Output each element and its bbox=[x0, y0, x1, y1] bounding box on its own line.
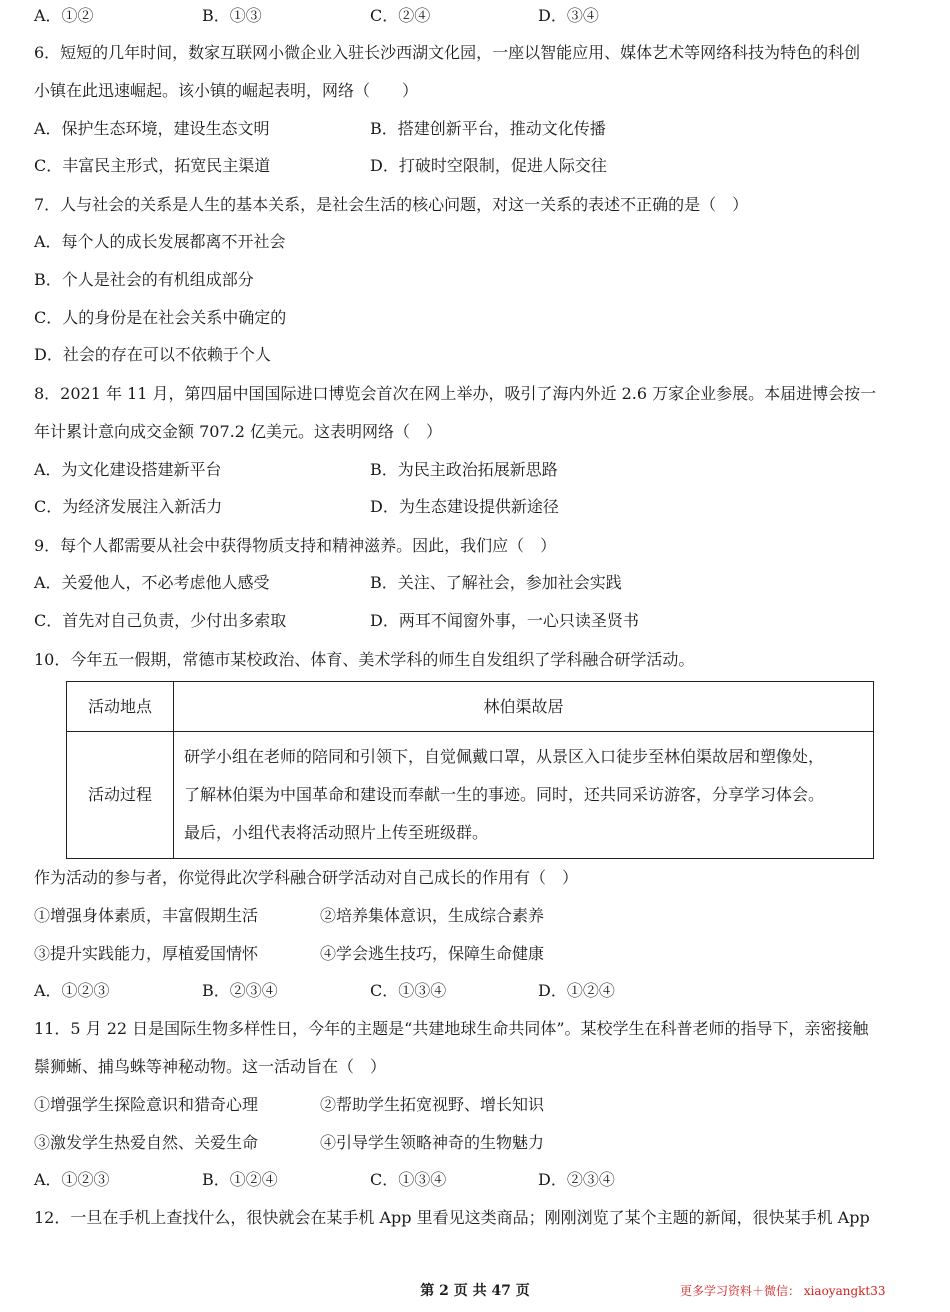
q7-option-c: C．人的身份是在社会关系中确定的 bbox=[34, 308, 287, 327]
q11-statement-2: ②帮助学生拓宽视野、增长知识 bbox=[320, 1095, 545, 1114]
q9-option-a: A．关爱他人，不必考虑他人感受 bbox=[34, 573, 270, 592]
q9-stem: 9．每个人都需要从社会中获得物质支持和精神滋养。因此，我们应（ ） bbox=[34, 536, 557, 555]
q5-option-b: B．①③ bbox=[202, 6, 262, 25]
q8-stem-line2: 年计累计意向成交金额 707.2 亿美元。这表明网络（ ） bbox=[34, 422, 442, 441]
q6-stem-line1: 6．短短的几年时间，数家互联网小微企业入驻长沙西湖文化园，一座以智能应用、媒体艺术等网络科技为特色的科创 bbox=[34, 43, 861, 62]
q7-option-d: D．社会的存在可以不依赖于个人 bbox=[34, 345, 271, 364]
q7-stem: 7．人与社会的关系是人生的基本关系，是社会生活的核心问题，对这一关系的表述不正确的是（ ） bbox=[34, 195, 749, 214]
q12-stem-line1: 12．一旦在手机上查找什么，很快就会在某手机 App 里看见这类商品；刚刚浏览了某个主题的新闻，很快某手机 App bbox=[34, 1208, 870, 1227]
q10-option-a: A．①②③ bbox=[34, 981, 110, 1000]
q11-option-a: A．①②③ bbox=[34, 1170, 110, 1189]
process-line1: 研学小组在老师的陪同和引领下，自觉佩戴口罩，从景区入口徒步至林伯渠故居和塑像处， bbox=[184, 747, 825, 766]
q5-option-d: D．③④ bbox=[538, 6, 599, 25]
q5-option-a: A．①② bbox=[34, 6, 94, 25]
q10-question: 作为活动的参与者，你觉得此次学科融合研学活动对自己成长的作用有（ ） bbox=[34, 868, 579, 887]
q10-statement-1: ①增强身体素质，丰富假期生活 bbox=[34, 906, 259, 925]
table-label-location: 活动地点 bbox=[67, 682, 174, 732]
q11-option-c: C．①③④ bbox=[370, 1170, 447, 1189]
q9-option-d: D．两耳不闻窗外事，一心只读圣贤书 bbox=[370, 611, 639, 630]
q8-option-a: A．为文化建设搭建新平台 bbox=[34, 460, 222, 479]
q10-stem: 10．今年五一假期，常德市某校政治、体育、美术学科的师生自发组织了学科融合研学活动。 bbox=[34, 650, 695, 669]
process-line2: 了解林伯渠为中国革命和建设而奉献一生的事迹。同时，还共同采访游客，分享学习体会。 bbox=[184, 785, 825, 804]
table-value-process bbox=[174, 732, 874, 859]
promo-text: 更多学习资料＋微信： xiaoyangkt33 bbox=[680, 1284, 886, 1298]
q7-option-a: A．每个人的成长发展都离不开社会 bbox=[34, 232, 286, 251]
q6-stem-line2: 小镇在此迅速崛起。该小镇的崛起表明，网络（ ） bbox=[34, 81, 419, 100]
q10-statement-2: ②培养集体意识，生成综合素养 bbox=[320, 906, 545, 925]
q8-option-d: D．为生态建设提供新途径 bbox=[370, 497, 559, 516]
q6-option-d: D．打破时空限制，促进人际交往 bbox=[370, 156, 607, 175]
q11-option-b: B．①②④ bbox=[202, 1170, 278, 1189]
q10-option-d: D．①②④ bbox=[538, 981, 615, 1000]
q5-option-c: C．②④ bbox=[370, 6, 431, 25]
q6-option-b: B．搭建创新平台，推动文化传播 bbox=[370, 119, 606, 138]
q8-option-b: B．为民主政治拓展新思路 bbox=[370, 460, 558, 479]
process-line3: 最后，小组代表将活动照片上传至班级群。 bbox=[184, 823, 489, 842]
table-label-process: 活动过程 bbox=[67, 732, 174, 859]
q11-statement-3: ③激发学生热爱自然、关爱生命 bbox=[34, 1133, 259, 1152]
activity-table bbox=[66, 681, 874, 859]
q6-option-c: C．丰富民主形式，拓宽民主渠道 bbox=[34, 156, 271, 175]
q11-statement-4: ④引导学生领略神奇的生物魅力 bbox=[320, 1133, 545, 1152]
q9-option-b: B．关注、了解社会，参加社会实践 bbox=[370, 573, 622, 592]
q8-option-c: C．为经济发展注入新活力 bbox=[34, 497, 223, 516]
q8-stem-line1: 8．2021 年 11 月，第四届中国国际进口博览会首次在网上举办，吸引了海内外近 2.6 万家企业参展。本届进博会按一 bbox=[34, 384, 877, 403]
q7-option-b: B．个人是社会的有机组成部分 bbox=[34, 270, 254, 289]
q11-stem-line2: 鬃狮蜥、捕鸟蛛等神秘动物。这一活动旨在（ ） bbox=[34, 1057, 387, 1076]
q10-statement-4: ④学会逃生技巧，保障生命健康 bbox=[320, 944, 545, 963]
q9-option-c: C．首先对自己负责，少付出多索取 bbox=[34, 611, 287, 630]
q10-option-c: C．①③④ bbox=[370, 981, 447, 1000]
table-value-location: 林伯渠故居 bbox=[174, 682, 874, 732]
q11-stem-line1: 11．5 月 22 日是国际生物多样性日，今年的主题是“共建地球生命共同体”。某校学生在科普老师的指导下，亲密接触 bbox=[34, 1019, 869, 1038]
page-number: 第 2 页 共 47 页 bbox=[420, 1283, 530, 1299]
q10-option-b: B．②③④ bbox=[202, 981, 278, 1000]
q6-option-a: A．保护生态环境，建设生态文明 bbox=[34, 119, 270, 138]
q11-option-d: D．②③④ bbox=[538, 1170, 615, 1189]
q11-statement-1: ①增强学生探险意识和猎奇心理 bbox=[34, 1095, 259, 1114]
q10-statement-3: ③提升实践能力，厚植爱国情怀 bbox=[34, 944, 259, 963]
